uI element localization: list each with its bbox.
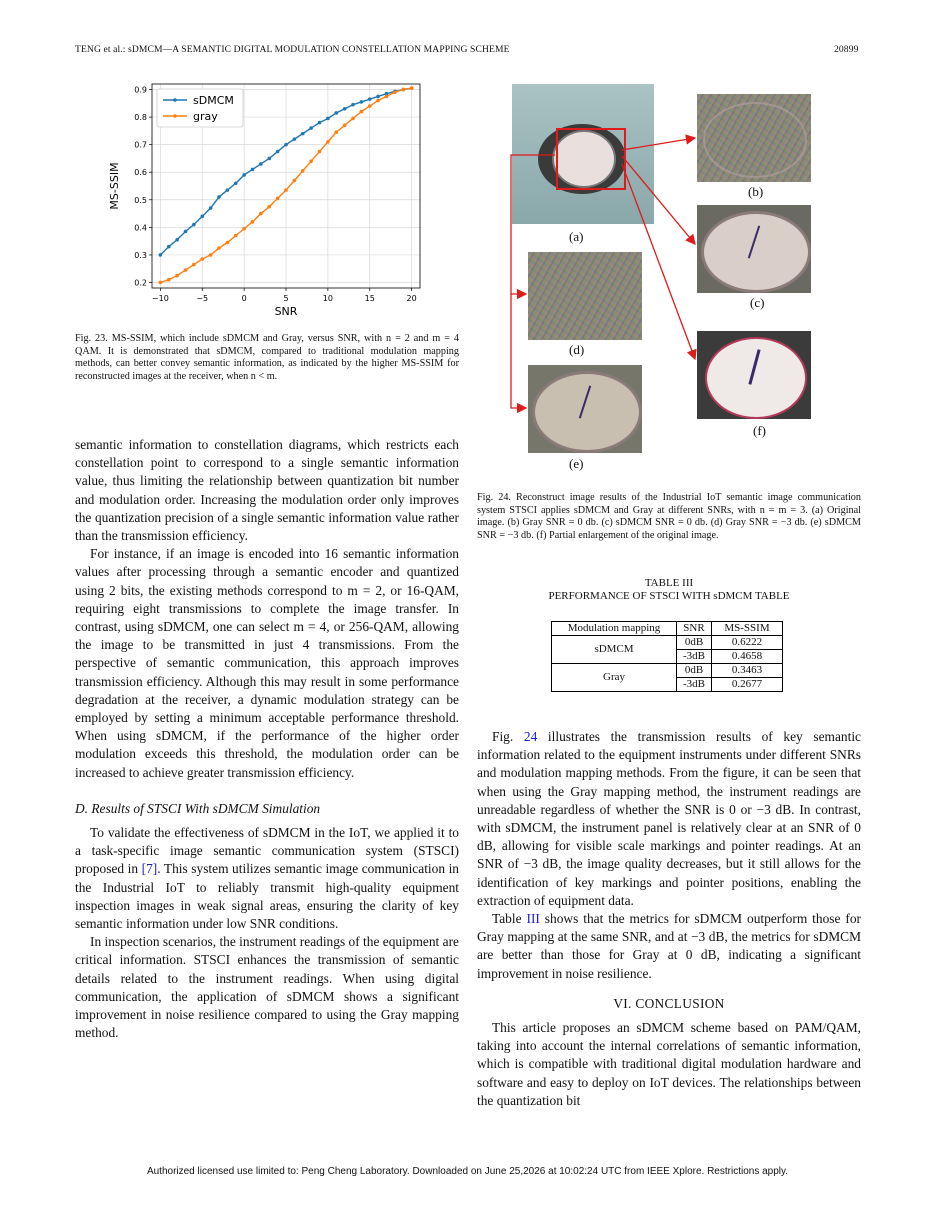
y-tick-label: 0.6: [134, 168, 147, 178]
x-axis-label: SNR: [274, 305, 298, 318]
data-point-sDMCM: [259, 162, 263, 166]
data-point-sDMCM: [234, 181, 238, 185]
x-tick-label: 10: [322, 294, 333, 303]
data-point-gray: [209, 253, 213, 257]
fig24-label-c: (c): [750, 295, 765, 310]
data-point-gray: [159, 281, 163, 285]
data-point-gray: [368, 104, 372, 108]
data-point-sDMCM: [343, 107, 347, 111]
data-point-gray: [385, 95, 389, 99]
y-tick-label: 0.7: [134, 140, 147, 150]
data-point-sDMCM: [326, 117, 330, 121]
fig24-label-a: (a): [569, 229, 584, 244]
arrow-to-b: [622, 138, 695, 150]
paragraph: In inspection scenarios, the instrument readings of the equipment are critical information. STSCI enhances the transmission of semantic details related to the instrument readings. When using digital communication, the application of sDMCM shows a significant improvement in noise resilience compared to using the Gray mapping method.: [75, 934, 459, 1041]
data-point-gray: [410, 86, 414, 90]
paragraph: For instance, if an image is encoded into 16 semantic information values after processing through a semantic encoder and quantized using 2 bits, the existing methods correspond to m = 2, or 16-QAM, requiring eight transmissions to complete the image transfer. In contrast, using sDMCM, one can select m = 4, or 256-QAM, allowing the image to be transmitted in just 4 transmissions. From the perspective of semantic communication, this approach improves transmission efficiency. Although this may result in some performance degradation at the receiver, a dynamic modulation strategy can be employed by setting a minimum acceptable performance threshold. When using sDMCM, if the performance of the higher order modulation exceeds this threshold, the modulation order can be increased to achieve greater transmission efficiency.: [75, 546, 459, 780]
data-point-gray: [318, 150, 322, 154]
y-axis-label: MS-SSIM: [108, 162, 121, 210]
data-point-sDMCM: [309, 126, 313, 130]
data-point-gray: [259, 212, 263, 216]
arrow-to-e: [511, 294, 526, 408]
x-tick-label: 15: [364, 294, 375, 303]
data-point-sDMCM: [159, 253, 163, 257]
paragraph: Fig. 24 illustrates the transmission results of key semantic information related to the equipment instruments under different SNRs and modulation mapping methods. From the figure, it can be seen that when using the Gray mapping method, the instrument readings are unreadable regardless of whether the SNR is 0 or −3 dB. In contrast, with sDMCM, the instrument panel is relatively clear at an SNR of 0 dB, allowing for visible scale markings and pointer readings. At an SNR of −3 dB, the image quality decreases, but it still allows for the identification of key markings and pointer positions, enabling the extraction of equipment data.: [477, 729, 861, 908]
data-point-gray: [192, 263, 196, 267]
y-tick-label: 0.9: [134, 85, 147, 95]
table-row: -3dB 0.2677: [552, 678, 783, 692]
table3: [551, 621, 783, 692]
x-tick-label: 20: [406, 294, 417, 303]
data-point-gray: [301, 169, 305, 173]
data-point-sDMCM: [217, 195, 221, 199]
arrow-to-f: [622, 164, 695, 359]
paragraph: Table III shows that the metrics for sDMCM outperform those for Gray mapping at the same SNR, and at −3 dB, the metrics for sDMCM are better than those for Gray at 0 dB, indicating a significant improvement in noise resilience.: [477, 911, 861, 981]
data-point-gray: [175, 274, 179, 278]
chart-legend: [157, 89, 243, 127]
data-point-sDMCM: [251, 168, 255, 172]
table-row: sDMCM 0dB 0.6222: [552, 636, 783, 650]
data-point-gray: [217, 246, 221, 250]
fig24-label-d: (d): [569, 342, 585, 357]
paragraph: semantic information to constellation diagrams, which restricts each constellation point to correspond to a single semantic information value, thus limiting the relationship between quantization bit number and modulation order. Increasing the modulation order only improves the quantization precision of a single semantic information value rather than the transmission efficiency.: [75, 437, 459, 544]
fig24-label-f: (f): [753, 423, 766, 438]
ref-link[interactable]: [7]: [141, 861, 158, 877]
section-heading: VI. CONCLUSION: [613, 995, 725, 1011]
data-point-gray: [376, 99, 380, 103]
fig24-label-e: (e): [569, 456, 584, 471]
data-point-gray: [326, 140, 330, 144]
data-point-gray: [284, 188, 288, 192]
table-row: -3dB 0.4658: [552, 650, 783, 664]
legend-label-sDMCM: sDMCM: [193, 94, 234, 107]
data-point-gray: [234, 234, 238, 238]
data-point-sDMCM: [318, 121, 322, 125]
data-point-gray: [167, 278, 171, 282]
legend-label-gray: gray: [193, 110, 218, 123]
data-point-sDMCM: [301, 132, 305, 136]
data-point-sDMCM: [226, 188, 230, 192]
subsection-heading: D. Results of STSCI With sDMCM Simulation: [75, 800, 321, 816]
data-point-gray: [334, 130, 338, 134]
fig23-chart: [104, 80, 434, 320]
data-point-gray: [251, 220, 255, 224]
running-header: TENG et al.: sDMCM—A SEMANTIC DIGITAL MODULATION CONSTELLATION MAPPING SCHEME: [75, 44, 510, 55]
data-point-sDMCM: [192, 223, 196, 227]
x-tick-label: 5: [283, 294, 289, 303]
data-point-sDMCM: [242, 173, 246, 177]
paragraph: To validate the effectiveness of sDMCM in the IoT, we applied it to a task-specific image semantic communication system (STSCI) proposed in [7]. This system utilizes semantic image communication in the Industrial IoT to reliably transmit high-quality equipment inspection images in weak signal areas, ensuring the clarity of key semantic information under low SNR conditions.: [75, 825, 460, 932]
data-point-sDMCM: [209, 206, 213, 210]
data-point-gray: [226, 241, 230, 245]
data-point-gray: [401, 88, 405, 92]
data-point-sDMCM: [334, 111, 338, 115]
data-point-sDMCM: [267, 157, 271, 161]
data-point-sDMCM: [284, 143, 288, 147]
table-ref-link[interactable]: III: [526, 911, 540, 927]
data-point-sDMCM: [360, 100, 364, 104]
x-tick-label: −5: [196, 294, 209, 303]
data-point-gray: [293, 179, 297, 183]
table-header-row: Modulation mapping SNR MS-SSIM: [552, 622, 783, 636]
license-footer: Authorized licensed use limited to: Peng Cheng Laboratory. Downloaded on June 25,2026 at 10:02:24 UTC from IEEE Xplore. Restrictions apply.: [146, 1166, 789, 1177]
data-point-gray: [276, 197, 280, 201]
data-point-sDMCM: [376, 95, 380, 99]
data-point-sDMCM: [293, 137, 297, 141]
data-point-gray: [242, 227, 246, 231]
legend-marker-sDMCM: [173, 98, 177, 102]
fig24-caption: Fig. 24. Reconstruct image results of the Industrial IoT semantic image communication system STSCI applies sDMCM and Gray at different SNRs, with n = m = 3. (a) Original image. (b) Gray SNR = 0 db. (c) sDMCM SNR = 0 db. (d) Gray SNR = −3 db. (e) sDMCM SNR = −3 db. (f) Partial enlargement of the original image.: [477, 492, 861, 541]
data-point-gray: [309, 159, 313, 163]
legend-marker-gray: [173, 114, 177, 118]
fig-ref-link[interactable]: 24: [523, 729, 538, 744]
table-row: Gray 0dB 0.3463: [552, 664, 783, 678]
data-point-gray: [360, 110, 364, 114]
right-column: [477, 728, 861, 1110]
y-tick-label: 0.2: [134, 278, 147, 288]
data-point-sDMCM: [167, 245, 171, 249]
data-point-sDMCM: [351, 103, 355, 107]
paragraph: This article proposes an sDMCM scheme based on PAM/QAM, taking into account the internal correlations of semantic information, which is compatible with traditional digital modulation hardware and software and easy to deploy on IoT devices. The relationships between the quantization bit: [477, 1020, 861, 1108]
y-tick-label: 0.8: [134, 113, 147, 123]
left-column: [75, 436, 459, 1043]
data-point-gray: [184, 268, 188, 272]
data-point-gray: [393, 90, 397, 94]
arrow-to-c: [622, 156, 695, 244]
data-point-gray: [351, 117, 355, 121]
data-point-gray: [343, 124, 347, 128]
y-tick-label: 0.3: [134, 250, 147, 260]
data-point-gray: [200, 257, 204, 261]
fig24-arrows: [505, 84, 825, 424]
fig24-label-b: (b): [748, 184, 764, 199]
data-point-sDMCM: [200, 215, 204, 219]
x-tick-label: −10: [151, 294, 169, 303]
table3-title: TABLE III PERFORMANCE OF STSCI WITH sDMCM TABLE: [548, 577, 790, 602]
arrow-to-d: [511, 155, 555, 294]
data-point-sDMCM: [276, 150, 280, 154]
y-tick-label: 0.4: [134, 223, 147, 233]
x-tick-label: 0: [241, 294, 247, 303]
fig23-caption: Fig. 23. MS-SSIM, which include sDMCM and Gray, versus SNR, with n = 2 and m = 4 QAM. It is demonstrated that sDMCM, compared to traditional modulation mapping methods, can better convey semantic information, as indicated by the higher MS-SSIM for reconstructed images at the receiver, when n < m.: [75, 333, 459, 382]
page-number: 20899: [834, 44, 859, 55]
y-tick-label: 0.5: [134, 195, 147, 205]
data-point-sDMCM: [175, 238, 179, 242]
data-point-gray: [267, 205, 271, 209]
data-point-sDMCM: [184, 230, 188, 234]
data-point-sDMCM: [368, 97, 372, 101]
